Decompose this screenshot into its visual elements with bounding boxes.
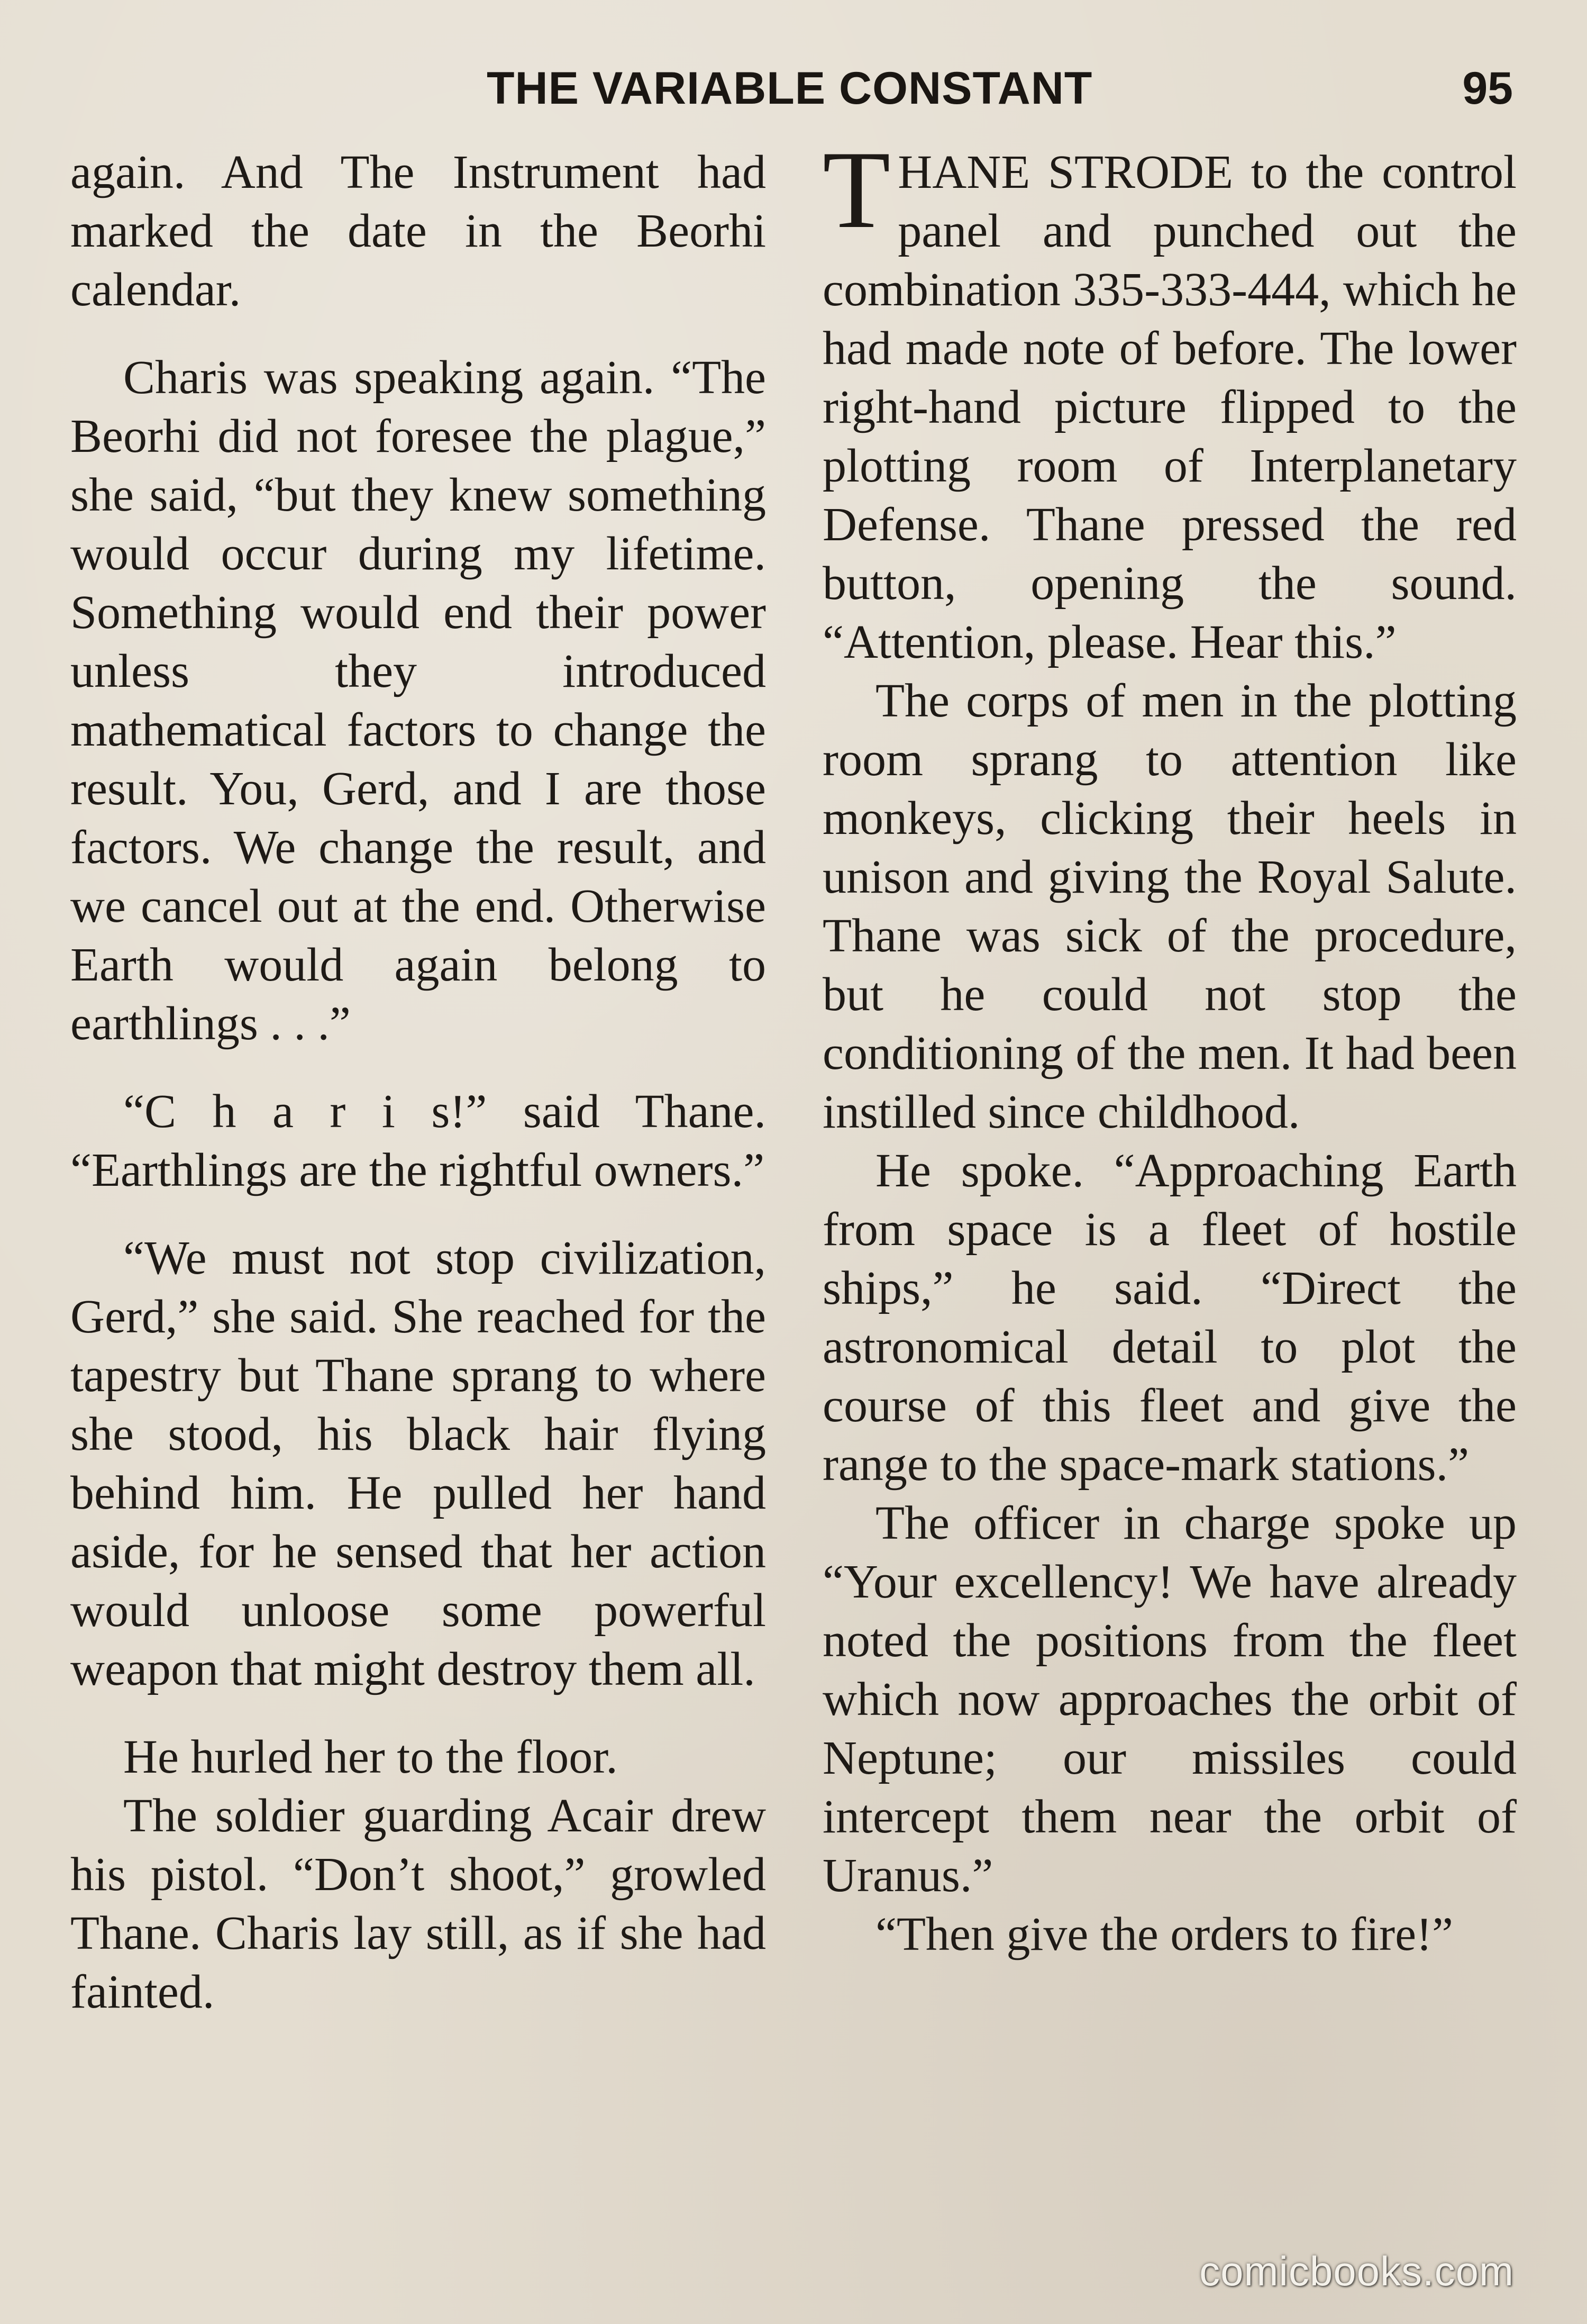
paragraph: The soldier guarding Acair drew his pistol. “Don’t shoot,” growled Thane. Charis lay still, as if she had fainted. xyxy=(70,1790,766,2018)
paragraph: “C h a r i s!” said Thane. “Earthlings are the rightful owners.” xyxy=(70,1085,766,1196)
paragraph: He spoke. “Approaching Earth from space is a fleet of hostile ships,” he said. “Direct the astronomical detail to plot the course of this fleet and give the range to the space-mark stations.” xyxy=(823,1145,1517,1491)
running-head xyxy=(0,62,1587,121)
watermark: comicbooks.com xyxy=(1199,2248,1514,2294)
paragraph: Charis was speaking again. “The Beorhi did not foresee the plague,” she said, “but they knew something would occur during my lifetime. Something would end their power unless they introduced mathematical factors to change the result. You, Gerd, and I are those factors. We change the result, and we cancel out at the end. Otherwise Earth would again belong to earthlings . . .” xyxy=(70,351,766,1050)
opening-text: HANE STRODE to the control panel and punched out the combination 335-333-444, which he had made note of before. The lower right-hand picture flipped to the plotting room of Interplanetary Defense. Thane pressed the red button, opening the sound. “Attention, please. Hear this.” xyxy=(823,146,1517,668)
paragraph: The corps of men in the plotting room sprang to attention like monkeys, clicking their heels in unison and giving the Royal Salute. Thane was sick of the procedure, but he could not stop the conditioning of the men. It had been instilled since childhood. xyxy=(823,675,1517,1138)
paragraph: “We must not stop civilization, Gerd,” she said. She reached for the tapestry but Thane sprang to where she stood, his black hair flying behind him. He pulled her hand aside, for he sensed that her action would unloose some powerful weapon that might destroy them all. xyxy=(70,1232,766,1695)
paragraph: He hurled her to the floor. xyxy=(123,1731,618,1783)
drop-cap: T xyxy=(823,129,891,251)
left-column xyxy=(70,143,766,2021)
paragraph: “Then give the orders to fire!” xyxy=(875,1908,1453,1960)
paragraph: The officer in charge spoke up “Your excellency! We have already noted the positions from the fleet which now approaches the orbit of Neptune; our missiles could intercept them near the orbit of Uranus.” xyxy=(823,1497,1517,1902)
page-number: 95 xyxy=(1462,63,1513,114)
opening-paragraph xyxy=(823,129,1517,671)
running-title: THE VARIABLE CONSTANT xyxy=(487,63,1093,114)
right-column xyxy=(823,129,1517,1964)
paragraph: again. And The Instrument had marked the date in the Beorhi calendar. xyxy=(70,146,766,316)
